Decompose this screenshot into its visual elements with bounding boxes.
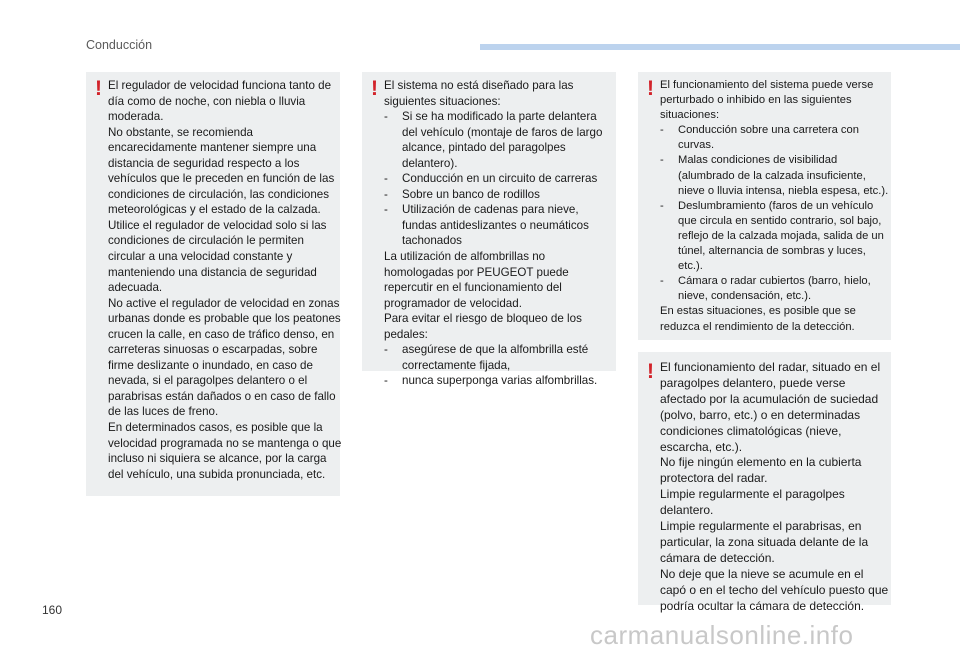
paragraph: No active el regulador de velocidad en zonas urbanas donde es probable que los peatones crucen la calle, en caso de tráfico denso, en carreteras sinuosas o escarpadas, sobre firme deslizante o inundado, en caso de nevada, si el paragolpes delantero o el parabrisas están dañados o en caso de fallo de las luces de freno.	[108, 296, 341, 419]
paragraph: En determinados casos, es posible que la velocidad programada no se mantenga o que incluso ni siquiera se alcance, por la carga del vehículo, una subida pronunciada, etc.	[108, 421, 342, 481]
list-item: - Utilización de cadenas para nieve, fundas antideslizantes o neumáticos tachonados	[384, 203, 589, 248]
intro-text: El sistema no está diseñado para las siguientes situaciones:	[384, 79, 574, 108]
paragraph: En estas situaciones, es posible que se reduzca el rendimiento de la detección.	[660, 305, 856, 333]
header-accent-bar	[480, 44, 960, 50]
intro-text: El funcionamiento del sistema puede verse perturbado o inhibido en las siguientes situaciones:	[660, 79, 874, 122]
list-item: - asegúrese de que la alfombrilla esté correctamente fijada,	[384, 343, 589, 372]
warning-box-4	[638, 352, 891, 613]
warning-text	[108, 78, 342, 482]
watermark: carmanualsonline.info	[590, 620, 854, 650]
paragraph: Utilice el regulador de velocidad solo si las condiciones de circulación le permiten circular a una velocidad constante y manteniendo una distancia de seguridad adecuada.	[108, 218, 327, 295]
paragraph: El funcionamiento del radar, situado en el paragolpes delantero, puede verse afectado por la acumulación de suciedad (polvo, barro, etc.) o en determinadas condiciones climatológicas (nieve, escarcha, etc.).	[660, 360, 881, 454]
paragraph: Limpie regularmente el paragolpes delantero.	[660, 487, 845, 518]
warning-text	[660, 360, 889, 615]
section-title: Conducción	[86, 38, 153, 52]
paragraph: El regulador de velocidad funciona tanto de día como de noche, con niebla o lluvia moderada.	[108, 79, 332, 124]
exclamation-icon: !	[95, 77, 102, 100]
list-item: - Sobre un banco de rodillos	[384, 187, 540, 201]
warning-box-3	[638, 72, 891, 340]
list-item: - Conducción sobre una carretera con curvas.	[660, 124, 859, 152]
warning-text	[660, 78, 889, 335]
paragraph: No deje que la nieve se acumule en el capó o en el techo del vehículo puesto que podría ocultar la cámara de detección.	[660, 566, 889, 613]
exclamation-icon: !	[647, 77, 654, 100]
list-item: - Deslumbramiento (faros de un vehículo que circula en sentido contrario, sol bajo, reflejo de la calzada mojada, salida de un túnel, alternancia de sombras y luces, etc.).	[660, 199, 884, 273]
list-item: - Conducción en un circuito de carreras	[384, 172, 598, 186]
exclamation-icon: !	[647, 360, 654, 383]
paragraph: La utilización de alfombrillas no homologadas por PEUGEOT puede repercutir en el funcionamiento del programador de velocidad.	[384, 250, 569, 310]
list-item: - Cámara o radar cubiertos (barro, hielo, nieve, condensación, etc.).	[660, 275, 871, 303]
list-item: - nunca superponga varias alfombrillas.	[384, 374, 598, 388]
exclamation-icon: !	[371, 77, 378, 100]
page-number: 160	[42, 603, 63, 617]
paragraph: Para evitar el riesgo de bloqueo de los pedales:	[384, 312, 582, 341]
list-item: - Malas condiciones de visibilidad (alumbrado de la calzada insuficiente, nieve o lluvia intensa, niebla espesa, etc.).	[660, 154, 889, 197]
list-item: - Si se ha modificado la parte delantera del vehículo (montaje de faros de largo alcance, pintado del paragolpes delantero).	[384, 110, 603, 170]
paragraph: Limpie regularmente el parabrisas, en particular, la zona situada delante de la cámara de detección.	[660, 519, 869, 565]
warning-text	[384, 78, 614, 389]
paragraph: No fije ningún elemento en la cubierta protectora del radar.	[660, 455, 862, 486]
paragraph: No obstante, se recomienda encarecidamente mantener siempre una distancia de seguridad respecto a los vehículos que le preceden en función de las condiciones de circulación, las condiciones meteorológicas y el estado de la calzada.	[108, 125, 335, 217]
warning-box-1	[86, 72, 340, 496]
warning-box-2	[362, 72, 616, 388]
